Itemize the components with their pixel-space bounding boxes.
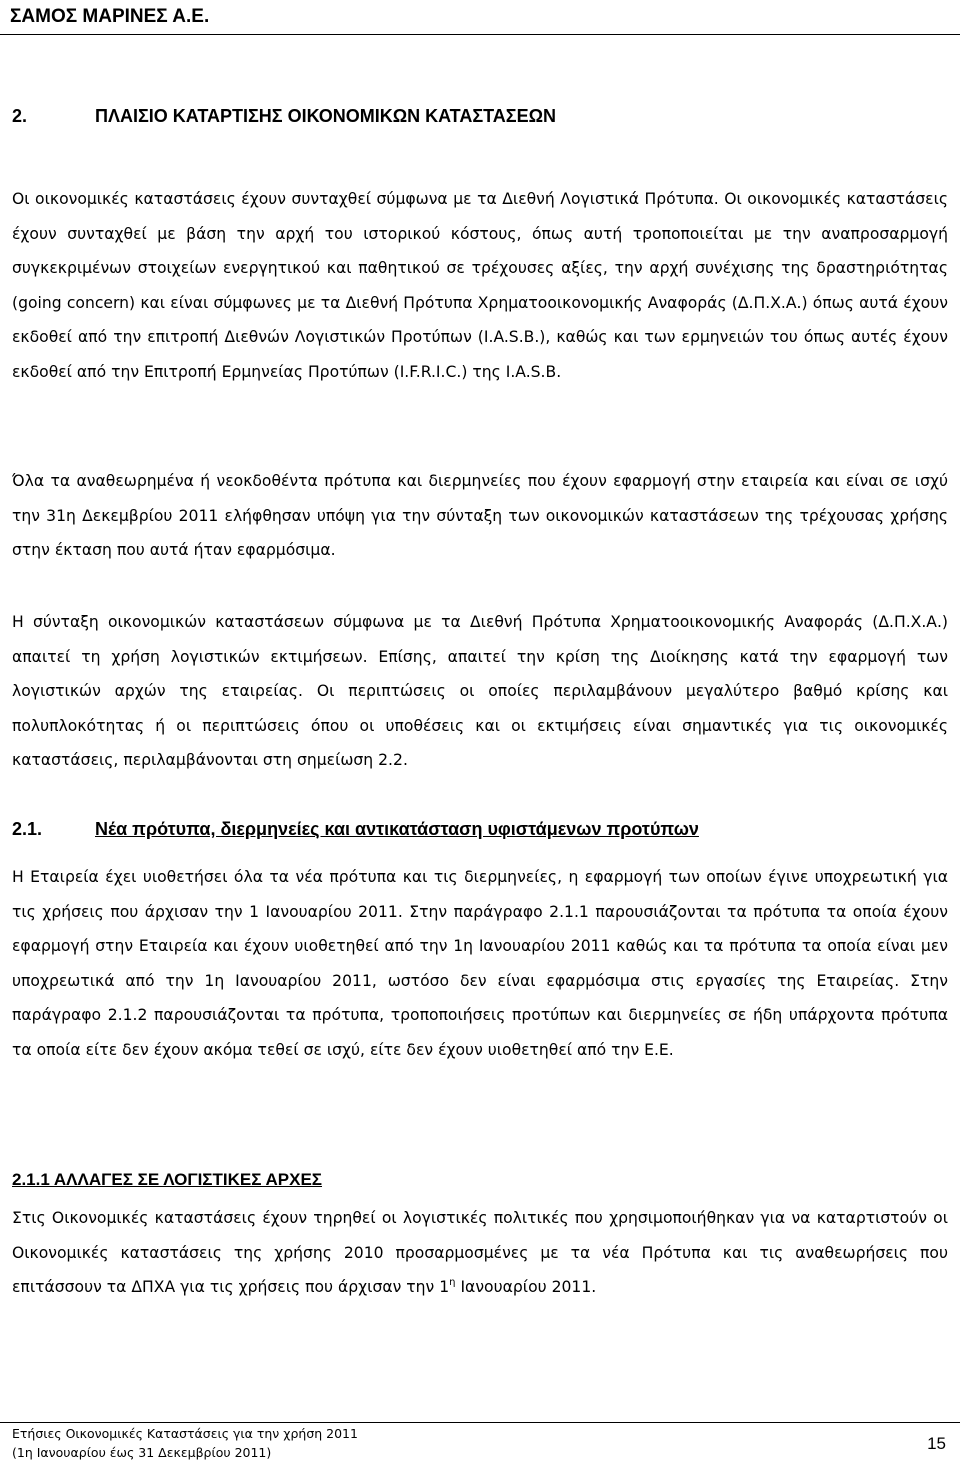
- footer-report-title: Ετήσιες Οικονομικές Καταστάσεις για την χρήση 2011: [12, 1426, 358, 1441]
- page-number: 15: [927, 1434, 946, 1453]
- paragraph-new-standards: Η Εταιρεία έχει υιοθετήσει όλα τα νέα πρότυπα και τις διερμηνείες, η εφαρμογή των οποίων έγινε υποχρεωτική για τις χρήσεις που άρχισαν την 1 Ιανουαρίου 2011. Στην παράγραφο 2.1.1 παρουσιάζονται τα πρότυπα τα οποία έχουν εφαρμογή στην Εταιρεία και έχουν υιοθετηθεί από την 1η Ιανουαρίου 2011 καθώς και τα πρότυπα τα οποία είναι μεν υποχρεωτικά από την 1η Ιανουαρίου 2011, ωστόσο δεν είναι εφαρμόσιμα στις εργασίες της Εταιρείας. Στην παράγραφο 2.1.2 παρουσιάζονται τα πρότυπα, τροποποιήσεις προτύπων και διερμηνείες σε ήδη υπάρχοντα πρότυπα τα οποία είτε δεν έχουν ακόμα τεθεί σε ισχύ, είτε δεν έχουν υιοθετηθεί από την Ε.Ε.: [12, 868, 948, 1059]
- subsection-heading: [12, 819, 699, 840]
- company-name: ΣΑΜΟΣ ΜΑΡΙΝΕΣ Α.Ε.: [10, 6, 210, 27]
- subsubsection-heading: 2.1.1 ΑΛΛΑΓΕΣ ΣΕ ΛΟΓΙΣΤΙΚΕΣ ΑΡΧΕΣ: [12, 1170, 323, 1189]
- ordinal-superscript: η: [449, 1277, 456, 1288]
- header-divider: [0, 34, 960, 35]
- paragraph-policy-changes: [12, 1201, 948, 1305]
- section-heading: [12, 106, 556, 127]
- section-number: 2.: [12, 106, 28, 126]
- paragraph-framework: Οι οικονομικές καταστάσεις έχουν συνταχθεί σύμφωνα με τα Διεθνή Λογιστικά Πρότυπα. Οι οικονομικές καταστάσεις έχουν συνταχθεί με βάση την αρχή του ιστορικού κόστους, όπως αυτή τροποποιείται με την αναπροσαρμογή συγκεκριμένων στοιχείων ενεργητικού και παθητικού σε τρέχουσες αξίες, την αρχή συνέχισης της δραστηριότητας (going concern) και είναι σύμφωνες με τα Διεθνή Πρότυπα Χρηματοοικονομικής Αναφοράς (Δ.Π.Χ.Α.) όπως αυτά έχουν εκδοθεί από την επιτροπή Διεθνών Λογιστικών Προτύπων (I.A.S.B.), καθώς και των ερμηνειών του όπως αυτές έχουν εκδοθεί από την Επιτροπή Ερμηνείας Προτύπων (I.F.R.I.C.) της I.A.S.B.: [12, 190, 948, 381]
- subsection-title: Νέα πρότυπα, διερμηνείες και αντικατάσταση υφιστάμενων προτύπων: [95, 819, 699, 839]
- policy-text: Στις Οικονομικές καταστάσεις έχουν τηρηθεί οι λογιστικές πολιτικές που χρησιμοποιήθηκαν για να καταρτιστούν οι Οικονομικές καταστάσεις της χρήσης 2010 προσαρμοσμένες με τα νέα Πρότυπα και τις αναθεωρήσεις που επιτάσσουν τα ΔΠΧΑ για τις χρήσεις που άρχισαν την 1: [12, 1209, 948, 1296]
- paragraph-revised-standards: Όλα τα αναθεωρημένα ή νεοκδοθέντα πρότυπα και διερμηνείες που έχουν εφαρμογή στην εταιρεία και είναι σε ισχύ την 31η Δεκεμβρίου 2011 ελήφθησαν υπόψη για την σύνταξη των οικονομικών καταστάσεων της τρέχουσας χρήσης στην έκταση που αυτά ήταν εφαρμόσιμα.: [12, 472, 948, 559]
- policy-text-tail: Ιανουαρίου 2011.: [455, 1278, 597, 1296]
- section-title: ΠΛΑΙΣΙΟ ΚΑΤΑΡΤΙΣΗΣ ΟΙΚΟΝΟΜΙΚΩΝ ΚΑΤΑΣΤΑΣΕΩΝ: [95, 106, 557, 126]
- subsection-number: 2.1.: [12, 819, 43, 839]
- footer-period: (1η Ιανουαρίου έως 31 Δεκεμβρίου 2011): [12, 1445, 272, 1460]
- footer-divider: [0, 1422, 960, 1423]
- paragraph-estimates: Η σύνταξη οικονομικών καταστάσεων σύμφωνα με τα Διεθνή Πρότυπα Χρηματοοικονομικής Αναφοράς (Δ.Π.Χ.Α.) απαιτεί τη χρήση λογιστικών εκτιμήσεων. Επίσης, απαιτεί την κρίση της Διοίκησης κατά την εφαρμογή των λογιστικών αρχών της εταιρείας. Οι περιπτώσεις οι οποίες περιλαμβάνουν μεγαλύτερο βαθμό κρίσης και πολυπλοκότητας ή οι περιπτώσεις όπου οι υποθέσεις και οι εκτιμήσεις είναι σημαντικές για τις οικονομικές καταστάσεις, περιλαμβάνονται στη σημείωση 2.2.: [12, 613, 948, 769]
